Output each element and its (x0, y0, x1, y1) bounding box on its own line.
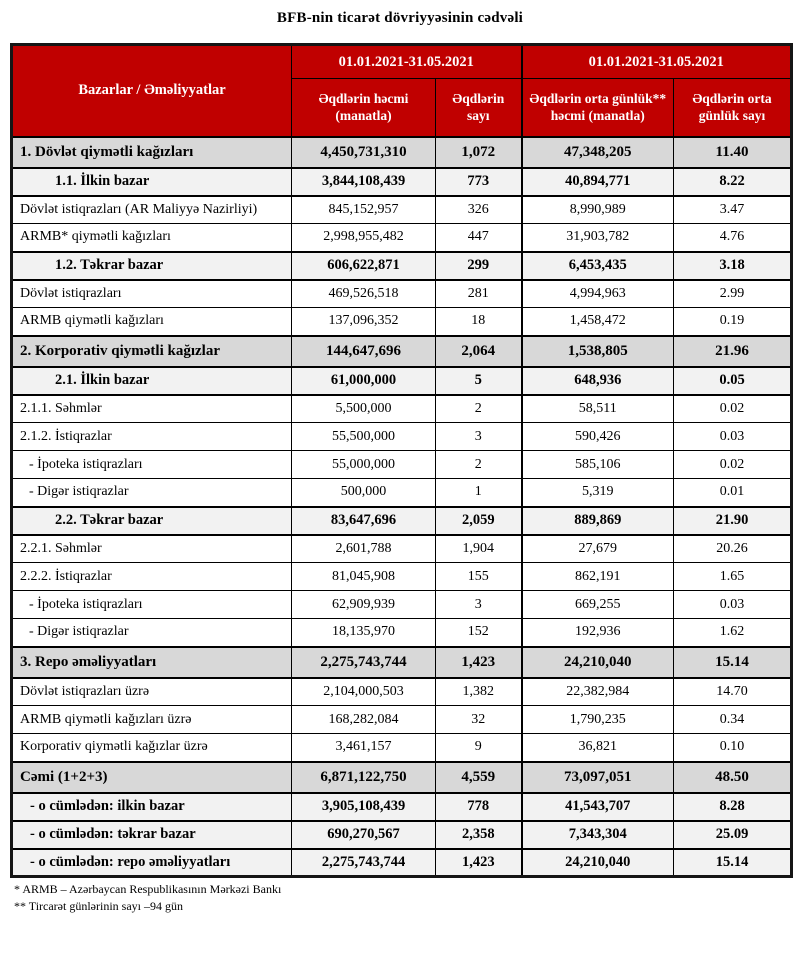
row-label: 1. Dövlət qiymətli kağızları (12, 137, 292, 168)
row-value: 20.26 (674, 535, 792, 563)
table-row (12, 367, 792, 395)
table-row (12, 137, 792, 168)
row-value: 9 (436, 734, 522, 762)
row-label: 2. Korporativ qiymətli kağızlar (12, 336, 292, 367)
row-label: 1.2. Təkrar bazar (12, 252, 292, 280)
row-value: 0.05 (674, 367, 792, 395)
row-value: 27,679 (522, 535, 674, 563)
row-value: 48.50 (674, 762, 792, 793)
row-value: 0.10 (674, 734, 792, 762)
row-value: 8,990,989 (522, 196, 674, 224)
table-row (12, 451, 792, 479)
row-value: 18,135,970 (292, 619, 436, 647)
row-value: 0.02 (674, 395, 792, 423)
table-row (12, 395, 792, 423)
row-value: 73,097,051 (522, 762, 674, 793)
table-row (12, 647, 792, 678)
row-value: 1,904 (436, 535, 522, 563)
row-value: 1,072 (436, 137, 522, 168)
table-row (12, 308, 792, 336)
row-value: 21.96 (674, 336, 792, 367)
row-label: Dövlət istiqrazları (AR Maliyyə Nazirliyi) (12, 196, 292, 224)
row-value: 6,453,435 (522, 252, 674, 280)
row-value: 606,622,871 (292, 252, 436, 280)
header-period-2: 01.01.2021-31.05.2021 (522, 45, 792, 79)
table-row (12, 821, 792, 849)
row-label: 2.2.1. Səhmlər (12, 535, 292, 563)
row-value: 590,426 (522, 423, 674, 451)
row-value: 2 (436, 395, 522, 423)
row-label: 3. Repo əməliyyatları (12, 647, 292, 678)
row-label: 2.1. İlkin bazar (12, 367, 292, 395)
row-value: 61,000,000 (292, 367, 436, 395)
table-row (12, 336, 792, 367)
row-value: 845,152,957 (292, 196, 436, 224)
row-value: 4,559 (436, 762, 522, 793)
header-avg-daily-count: Əqdlərin orta günlük sayı (674, 79, 792, 137)
row-value: 2,998,955,482 (292, 224, 436, 252)
row-value: 2,601,788 (292, 535, 436, 563)
row-label: - o cümlədən: ilkin bazar (12, 793, 292, 821)
row-value: 155 (436, 563, 522, 591)
footnotes (10, 881, 790, 915)
row-value: 1,423 (436, 849, 522, 877)
row-value: 2,275,743,744 (292, 647, 436, 678)
table-row (12, 849, 792, 877)
row-label: - İpoteka istiqrazları (12, 451, 292, 479)
header-avg-daily-volume: Əqdlərin orta günlük** həcmi (manatla) (522, 79, 674, 137)
row-value: 585,106 (522, 451, 674, 479)
row-value: 326 (436, 196, 522, 224)
row-label: ARMB* qiymətli kağızları (12, 224, 292, 252)
row-label: 2.1.1. Səhmlər (12, 395, 292, 423)
header-deal-count: Əqdlərin sayı (436, 79, 522, 137)
row-value: 32 (436, 706, 522, 734)
row-value: 1,382 (436, 678, 522, 706)
row-label: 2.2. Təkrar bazar (12, 507, 292, 535)
row-value: 168,282,084 (292, 706, 436, 734)
row-value: 5,319 (522, 479, 674, 507)
row-label: - o cümlədən: təkrar bazar (12, 821, 292, 849)
row-value: 192,936 (522, 619, 674, 647)
turnover-table (10, 43, 793, 878)
row-value: 299 (436, 252, 522, 280)
row-value: 3,461,157 (292, 734, 436, 762)
row-label: Dövlət istiqrazları (12, 280, 292, 308)
row-label: 2.1.2. İstiqrazlar (12, 423, 292, 451)
row-value: 0.34 (674, 706, 792, 734)
row-value: 15.14 (674, 849, 792, 877)
table-row (12, 591, 792, 619)
row-value: 469,526,518 (292, 280, 436, 308)
row-value: 1,458,472 (522, 308, 674, 336)
row-value: 137,096,352 (292, 308, 436, 336)
row-value: 2 (436, 451, 522, 479)
table-row (12, 280, 792, 308)
row-value: 58,511 (522, 395, 674, 423)
row-value: 3,844,108,439 (292, 168, 436, 196)
row-value: 1,423 (436, 647, 522, 678)
row-value: 500,000 (292, 479, 436, 507)
row-label: - Digər istiqrazlar (12, 619, 292, 647)
row-value: 1,790,235 (522, 706, 674, 734)
row-value: 281 (436, 280, 522, 308)
row-label: - o cümlədən: repo əməliyyatları (12, 849, 292, 877)
table-header (12, 45, 792, 137)
table-body (12, 137, 792, 877)
row-value: 24,210,040 (522, 647, 674, 678)
row-value: 2.99 (674, 280, 792, 308)
row-value: 144,647,696 (292, 336, 436, 367)
row-value: 4.76 (674, 224, 792, 252)
footnote-trading-days: ** Tircarət günlərinin sayı –94 gün (14, 898, 183, 913)
header-period-1: 01.01.2021-31.05.2021 (292, 45, 522, 79)
row-label: 2.2.2. İstiqrazlar (12, 563, 292, 591)
row-value: 889,869 (522, 507, 674, 535)
row-value: 5,500,000 (292, 395, 436, 423)
row-value: 41,543,707 (522, 793, 674, 821)
table-row (12, 793, 792, 821)
row-label: Korporativ qiymətli kağızlar üzrə (12, 734, 292, 762)
row-value: 3 (436, 591, 522, 619)
row-value: 6,871,122,750 (292, 762, 436, 793)
row-value: 55,500,000 (292, 423, 436, 451)
header-deal-volume: Əqdlərin həcmi (manatla) (292, 79, 436, 137)
row-value: 25.09 (674, 821, 792, 849)
row-label: 1.1. İlkin bazar (12, 168, 292, 196)
row-value: 2,104,000,503 (292, 678, 436, 706)
row-value: 3.18 (674, 252, 792, 280)
row-value: 152 (436, 619, 522, 647)
header-period-row (12, 45, 792, 79)
row-value: 14.70 (674, 678, 792, 706)
row-label: Dövlət istiqrazları üzrə (12, 678, 292, 706)
row-label: Cəmi (1+2+3) (12, 762, 292, 793)
row-label: ARMB qiymətli kağızları üzrə (12, 706, 292, 734)
row-value: 81,045,908 (292, 563, 436, 591)
row-value: 1.65 (674, 563, 792, 591)
row-value: 3 (436, 423, 522, 451)
row-value: 2,275,743,744 (292, 849, 436, 877)
footnote-armb: * ARMB – Azərbaycan Respublikasının Mərkəzi Bankı (14, 882, 282, 896)
row-value: 773 (436, 168, 522, 196)
row-value: 2,064 (436, 336, 522, 367)
table-row (12, 563, 792, 591)
row-value: 1 (436, 479, 522, 507)
row-value: 0.19 (674, 308, 792, 336)
table-row (12, 224, 792, 252)
row-value: 1,538,805 (522, 336, 674, 367)
row-value: 21.90 (674, 507, 792, 535)
table-row (12, 479, 792, 507)
row-value: 778 (436, 793, 522, 821)
row-value: 4,450,731,310 (292, 137, 436, 168)
table-row (12, 734, 792, 762)
table-row (12, 423, 792, 451)
row-value: 47,348,205 (522, 137, 674, 168)
row-value: 40,894,771 (522, 168, 674, 196)
table-row (12, 619, 792, 647)
row-value: 447 (436, 224, 522, 252)
row-value: 15.14 (674, 647, 792, 678)
table-row (12, 678, 792, 706)
row-value: 8.28 (674, 793, 792, 821)
row-value: 0.02 (674, 451, 792, 479)
table-row (12, 535, 792, 563)
table-row (12, 252, 792, 280)
table-row (12, 507, 792, 535)
row-value: 669,255 (522, 591, 674, 619)
row-value: 11.40 (674, 137, 792, 168)
row-value: 36,821 (522, 734, 674, 762)
table-row (12, 762, 792, 793)
page-title: BFB-nin ticarət dövriyyəsinin cədvəli (276, 10, 524, 26)
row-value: 0.01 (674, 479, 792, 507)
table-row (12, 706, 792, 734)
row-value: 62,909,939 (292, 591, 436, 619)
row-value: 55,000,000 (292, 451, 436, 479)
row-label: - Digər istiqrazlar (12, 479, 292, 507)
row-value: 2,059 (436, 507, 522, 535)
row-value: 7,343,304 (522, 821, 674, 849)
row-value: 22,382,984 (522, 678, 674, 706)
table-row (12, 196, 792, 224)
row-value: 1.62 (674, 619, 792, 647)
row-value: 3.47 (674, 196, 792, 224)
header-markets-operations: Bazarlar / Əməliyyatlar (12, 45, 292, 137)
row-value: 862,191 (522, 563, 674, 591)
row-value: 5 (436, 367, 522, 395)
row-value: 0.03 (674, 591, 792, 619)
row-value: 690,270,567 (292, 821, 436, 849)
table-row (12, 168, 792, 196)
row-value: 2,358 (436, 821, 522, 849)
row-value: 0.03 (674, 423, 792, 451)
row-label: ARMB qiymətli kağızları (12, 308, 292, 336)
row-value: 8.22 (674, 168, 792, 196)
row-value: 4,994,963 (522, 280, 674, 308)
row-value: 648,936 (522, 367, 674, 395)
row-value: 83,647,696 (292, 507, 436, 535)
row-value: 31,903,782 (522, 224, 674, 252)
row-value: 24,210,040 (522, 849, 674, 877)
row-label: - İpoteka istiqrazları (12, 591, 292, 619)
row-value: 18 (436, 308, 522, 336)
row-value: 3,905,108,439 (292, 793, 436, 821)
